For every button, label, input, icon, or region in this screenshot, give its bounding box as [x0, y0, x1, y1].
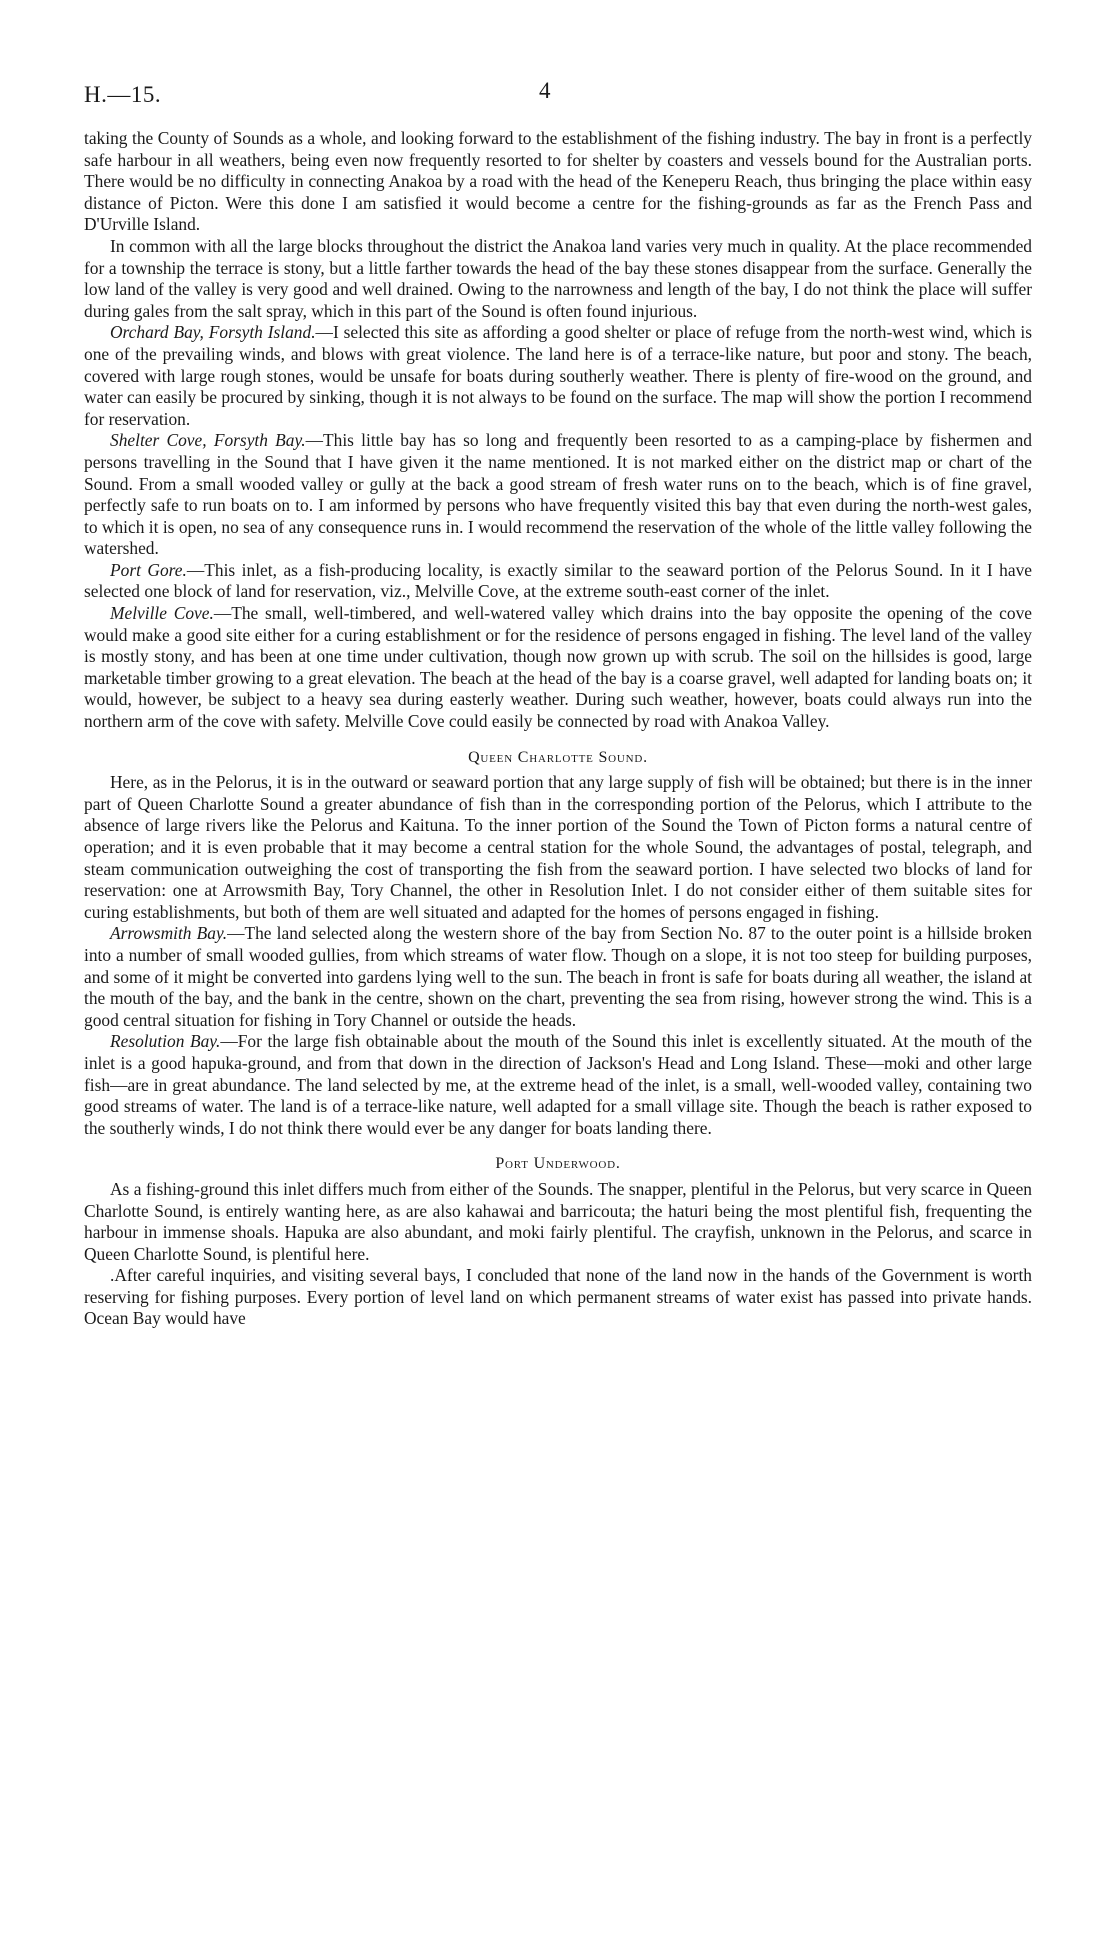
paragraph-lead: Resolution Bay.: [110, 1031, 221, 1052]
section-heading: Queen Charlotte Sound.: [468, 748, 648, 766]
paragraph: Here, as in the Pelorus, it is in the outward or seaward portion that any large supply of fish will be obtained; but there is in the inner part of Queen Charlotte Sound a greater abundance of fish than in the corresponding portion of the Pelorus, which I attribute to the absence of large rivers like the Pelorus and Kaituna. To the inner portion of the Sound the Town of Picton forms a natural centre of operation; and it is even probable that it may become a central station for the whole Sound, the advantages of postal, telegraph, and steam communication outweighing the cost of transporting the fish from the seaward portion. I have selected two blocks of land for reservation: one at Arrowsmith Bay, Tory Channel, the other in Resolution Inlet. I do not consider either of them suitable sites for curing establishments, but both of them are well situated and adapted for the homes of persons engaged in fishing.: [84, 772, 1032, 922]
page-number: 4: [539, 78, 551, 103]
document-page: [84, 74, 1032, 1330]
section-heading: Port Underwood.: [495, 1155, 621, 1173]
paragraph: Port Gore.—This inlet, as a fish-producing locality, is exactly similar to the seaward portion of the Pelorus Sound. In it I have selected one block of land for reservation, viz., Melville Cove, at the extreme south-east corner of the inlet.: [84, 559, 1032, 602]
paragraph-lead: Port Gore.: [110, 559, 187, 580]
paragraph: taking the County of Sounds as a whole, and looking forward to the establishment of the fishing industry. The bay in front is a perfectly safe harbour in all weathers, being even now frequently resorted to for shelter by coasters and vessels bound for the Australian ports. There would be no difficulty in connecting Anakoa by a road with the head of the Keneperu Reach, thus bringing the place within easy distance of Picton. Were this done I am satisfied it would become a centre for the fishing-grounds as far as the French Pass and D'Urville Island.: [84, 128, 1032, 235]
paragraph: In common with all the large blocks throughout the district the Anakoa land varies very much in quality. At the place recommended for a township the terrace is stony, but a little farther towards the head of the bay these stones disappear from the surface. Generally the low land of the valley is very good and well drained. Owing to the narrowness and length of the bay, I do not think the place will suffer during gales from the salt spray, which in this part of the Sound is often found injurious.: [84, 235, 1032, 321]
paragraph: As a fishing-ground this inlet differs much from either of the Sounds. The snapper, plentiful in the Pelorus, but very scarce in Queen Charlotte Sound, is entirely wanting here, as are also kahawai and barricouta; the haturi being the most plentiful fish, frequenting the harbour in immense shoals. Hapuka are also abundant, and moki fairly plentiful. The crayfish, unknown in the Pelorus, and scarce in Queen Charlotte Sound, is plentiful here.: [84, 1178, 1032, 1264]
page-header: [84, 74, 1032, 114]
paragraph: Resolution Bay.—For the large fish obtainable about the mouth of the Sound this inlet is excellently situated. At the mouth of the inlet is a good hapuka-ground, and from that down in the direction of Jackson's Head and Long Island. These—moki and other large fish—are in great abundance. The land selected by me, at the extreme head of the inlet, is a small, well-wooded valley, containing two good streams of water. The land is of a terrace-like nature, well adapted for a small village site. Though the beach is rather exposed to the southerly winds, I do not think there would ever be any danger for boats landing there.: [84, 1031, 1032, 1138]
paragraph: Orchard Bay, Forsyth Island.—I selected this site as affording a good shelter or place of refuge from the north-west wind, which is one of the prevailing winds, and blows with great violence. The land here is of a terrace-like nature, but poor and stony. The beach, covered with large rough stones, would be unsafe for boats during southerly weather. There is plenty of fire-wood on the ground, and water can easily be procured by sinking, though it is not always to be found on the surface. The map will show the portion I recommend for reservation.: [84, 322, 1032, 429]
paragraph: Shelter Cove, Forsyth Bay.—This little bay has so long and frequently been resorted to as a camping-place by fishermen and persons travelling in the Sound that I have given it the name mentioned. It is not marked either on the district map or chart of the Sound. From a small wooded valley or gully at the back a good stream of fresh water runs on to the beach, which is of fine gravel, perfectly safe to run boats on to. I am informed by persons who have frequently visited this bay that even during the north-west gales, to which it is open, no sea of any consequence runs in. I would recommend the reservation of the whole of the little valley following the watershed.: [84, 430, 1032, 559]
document-code: H.—15.: [84, 82, 162, 107]
paragraph: .After careful inquiries, and visiting several bays, I concluded that none of the land now in the hands of the Government is worth reserving for fishing purposes. Every portion of level land on which permanent streams of water exist has passed into private hands. Ocean Bay would have: [84, 1265, 1032, 1329]
paragraph: Arrowsmith Bay.—The land selected along the western shore of the bay from Section No. 87 to the outer point is a hillside broken into a number of small wooded gullies, from which streams of water flow. Though on a slope, it is not too steep for building purposes, and some of it might be converted into gardens lying well to the sun. The beach in front is safe for boats during all weather, the island at the mouth of the bay, and the bank in the centre, shown on the chart, preventing the sea from rising, however strong the wind. This is a good central situation for fishing in Tory Channel or outside the heads.: [84, 923, 1033, 1030]
paragraph-lead: Shelter Cove, Forsyth Bay.: [110, 430, 306, 451]
paragraph-lead: Arrowsmith Bay.: [110, 923, 228, 944]
paragraph: Melville Cove.—The small, well-timbered, and well-watered valley which drains into the bay opposite the opening of the cove would make a good site either for a curing establishment or for the residence of persons engaged in fishing. The level land of the valley is mostly stony, and has been at one time under cultivation, though now grown up with scrub. The soil on the hillsides is good, large marketable timber growing to a great elevation. The beach at the head of the bay is a coarse gravel, well adapted for landing boats on; it would, however, be subject to a heavy sea during easterly weather. During such weather, however, boats could always run into the northern arm of the cove with safety. Melville Cove could easily be connected by road with Anakoa Valley.: [84, 603, 1032, 732]
paragraph-lead: Orchard Bay, Forsyth Island.: [110, 322, 316, 343]
body-text: [84, 128, 1032, 1330]
paragraph-lead: Melville Cove.: [110, 603, 214, 624]
